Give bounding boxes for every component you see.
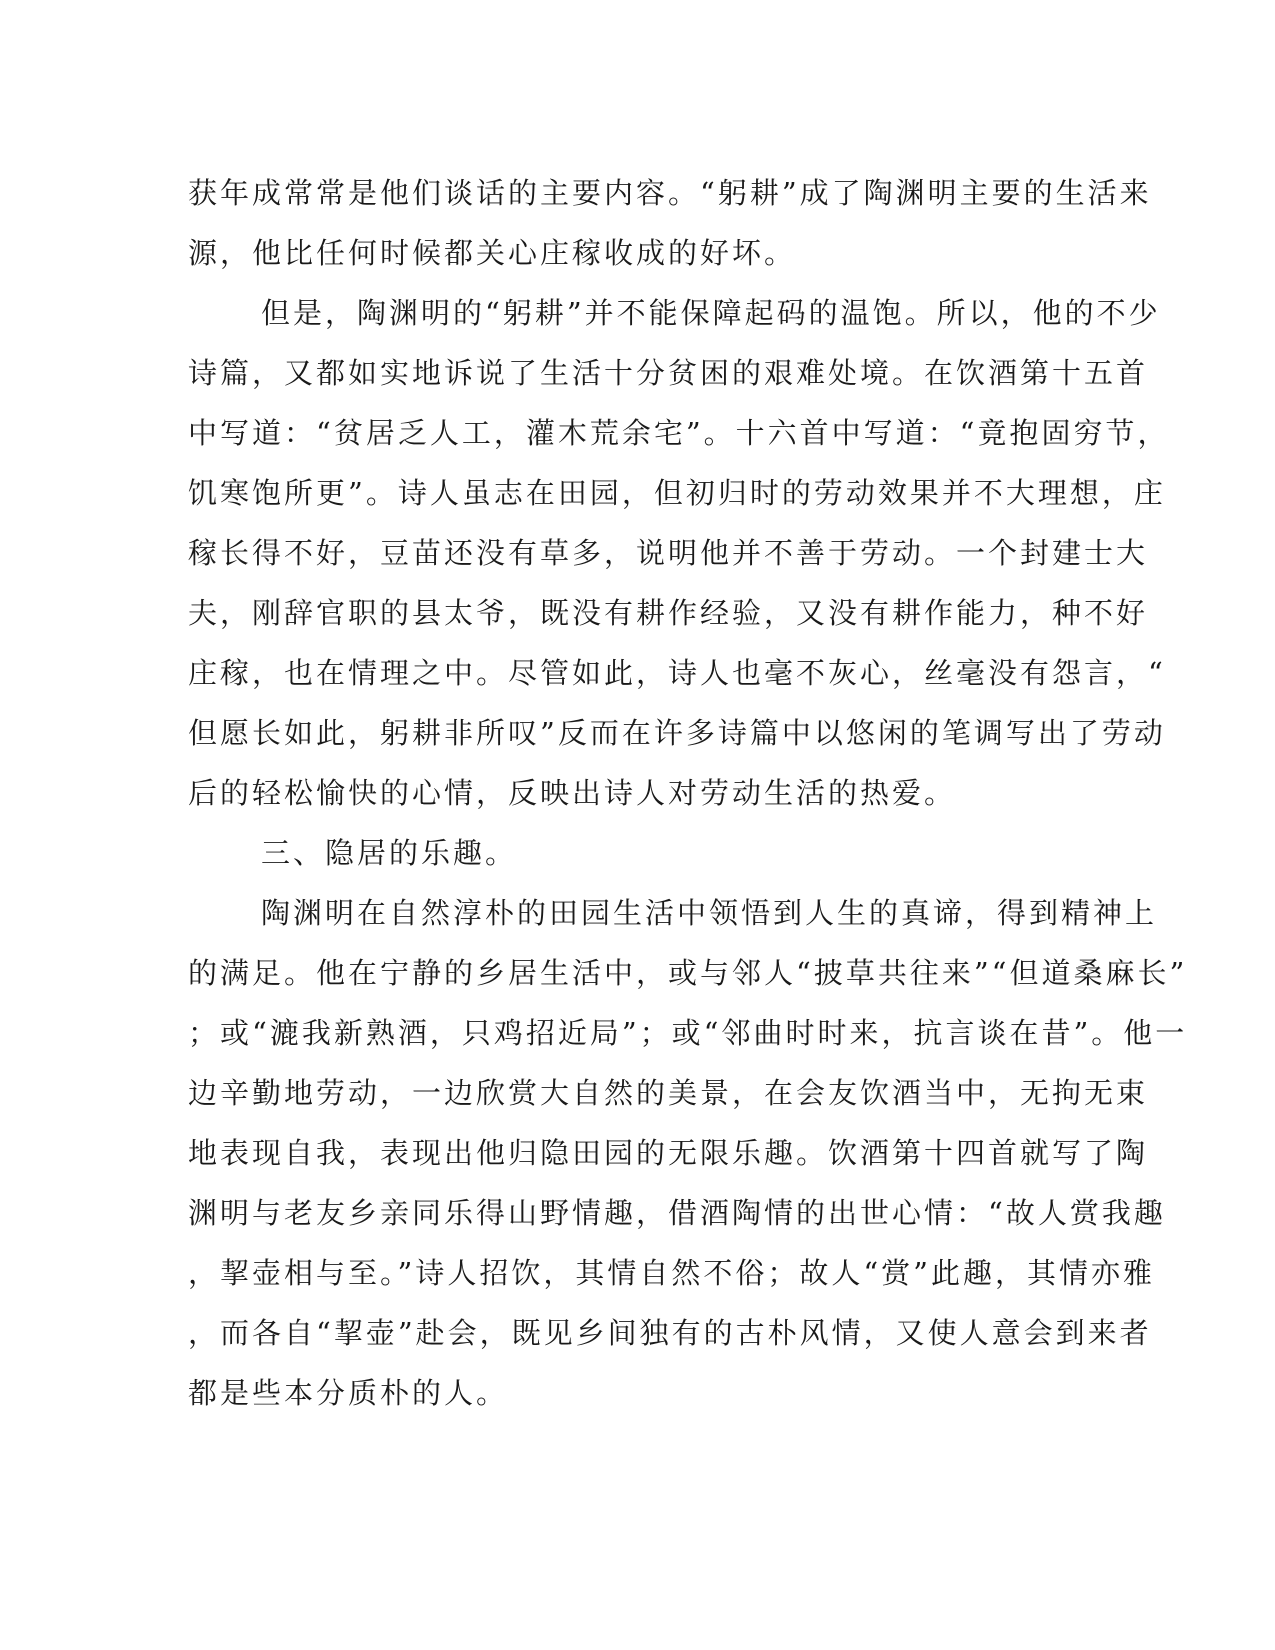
paragraph-first-line: 三、隐居的乐趣。	[261, 836, 518, 870]
text-line: 边辛勤地劳动，一边欣赏大自然的美景，在会友饮酒当中，无拘无束	[188, 1076, 1149, 1110]
text-line: 都是些本分质朴的人。	[188, 1376, 509, 1410]
text-line: 饥寒饱所更”。诗人虽志在田园，但初归时的劳动效果并不大理想，庄	[188, 476, 1166, 510]
text-line: ，而各自“挈壶”赴会，既见乡间独有的古朴风情，又使人意会到来者	[188, 1316, 1152, 1350]
text-line: 但愿长如此，躬耕非所叹”反而在许多诗篇中以悠闲的笔调写出了劳动	[188, 716, 1166, 750]
text-line: 获年成常常是他们谈话的主要内容。“躬耕”成了陶渊明主要的生活来	[188, 176, 1152, 210]
text-line: 稼长得不好，豆苗还没有草多，说明他并不善于劳动。一个封建士大	[188, 536, 1149, 570]
text-line: 地表现自我，表现出他归隐田园的无限乐趣。饮酒第十四首就写了陶	[188, 1136, 1149, 1170]
text-line: 渊明与老友乡亲同乐得山野情趣，借酒陶情的出世心情：“故人赏我趣	[188, 1196, 1166, 1230]
text-line: 庄稼，也在情理之中。尽管如此，诗人也毫不灰心，丝毫没有怨言，“	[188, 656, 1166, 690]
text-line: 的满足。他在宁静的乡居生活中，或与邻人“披草共往来”“但道桑麻长”	[188, 956, 1188, 990]
paragraph-first-line: 陶渊明在自然淳朴的田园生活中领悟到人生的真谛，得到精神上	[261, 896, 1158, 930]
text-line: 夫，刚辞官职的县太爷，既没有耕作经验，又没有耕作能力，种不好	[188, 596, 1149, 630]
text-line: 中写道：“贫居乏人工，灌木荒余宅”。十六首中写道：“竟抱固穷节，	[188, 416, 1170, 450]
text-line: 诗篇，又都如实地诉说了生活十分贫困的艰难处境。在饮酒第十五首	[188, 356, 1149, 390]
paragraph-first-line: 但是，陶渊明的“躬耕”并不能保障起码的温饱。所以，他的不少	[261, 296, 1161, 330]
body-text	[188, 163, 1188, 1423]
text-line: ，挈壶相与至。”诗人招饮，其情自然不俗；故人“赏”此趣，其情亦雅	[188, 1256, 1155, 1290]
text-line: ；或“漉我新熟酒，只鸡招近局”；或“邻曲时时来，抗言谈在昔”。他一	[188, 1016, 1188, 1050]
text-line: 后的轻松愉快的心情，反映出诗人对劳动生活的热爱。	[188, 776, 957, 810]
text-line: 源，他比任何时候都关心庄稼收成的好坏。	[188, 236, 797, 270]
